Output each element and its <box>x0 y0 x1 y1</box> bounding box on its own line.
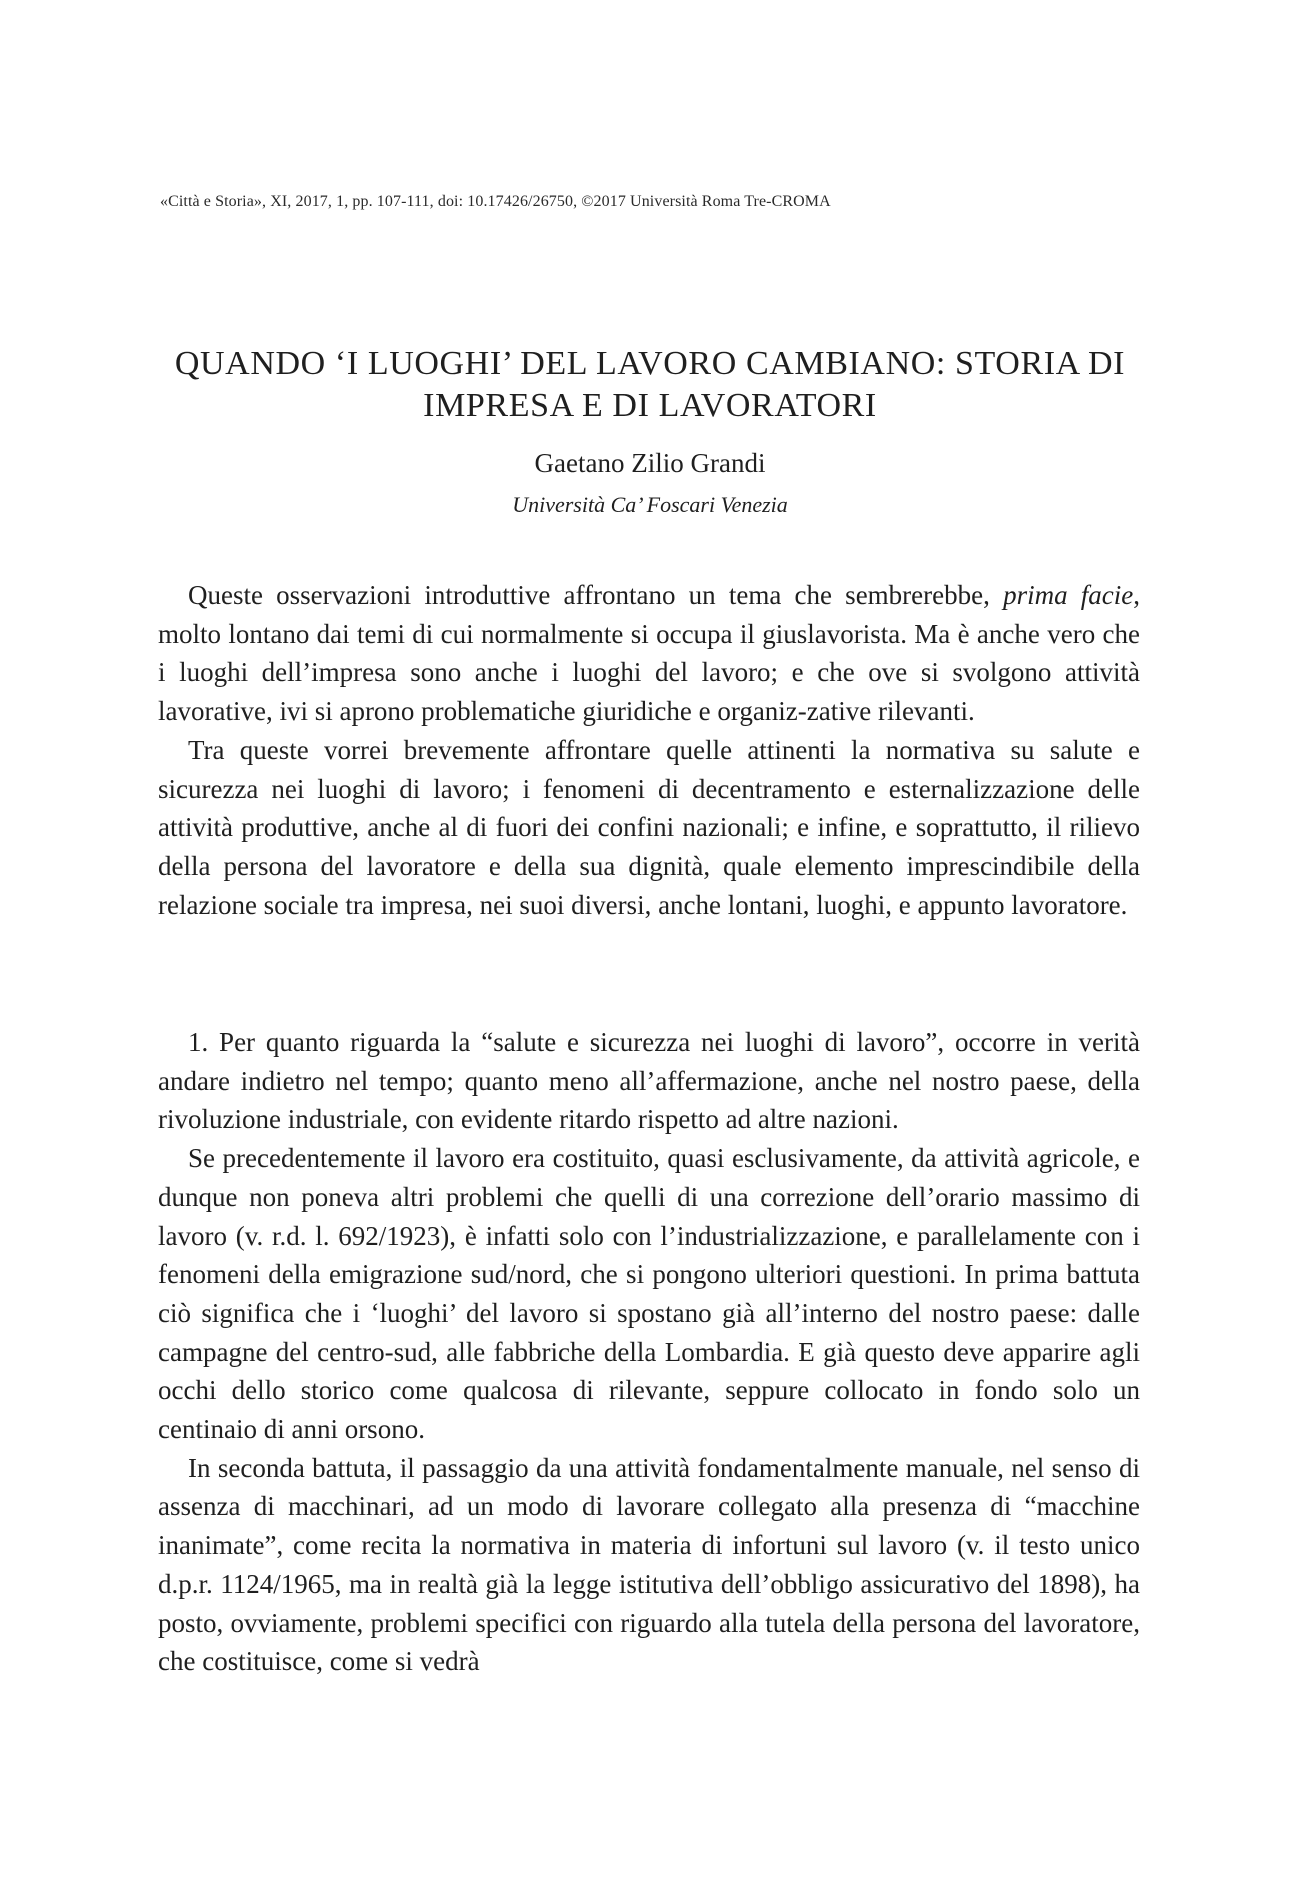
intro-section <box>158 576 1140 924</box>
author-name: Gaetano Zilio Grandi <box>534 448 766 478</box>
author-affiliation: Università Ca’ Foscari Venezia <box>512 492 788 517</box>
title-line-2: IMPRESA E DI LAVORATORI <box>423 387 877 424</box>
citation-header: «Città e Storia», XI, 2017, 1, pp. 107-111, doi: 10.17426/26750, ©2017 Università Roma Tre-CROMA <box>160 193 831 210</box>
section-1-paragraph-3: In seconda battuta, il passaggio da una attività fondamentalmente manuale, nel senso di assenza di macchinari, ad un modo di lavorare collegato alla presenza di “macchine inanimate”, come recita la normativa in materia di infortuni sul lavoro (v. il testo unico d.p.r. 1124/1965, ma in realtà già la legge istitutiva dell’obbligo assicurativo del 1898), ha posto, ovviamente, problemi specifici con riguardo alla tutela della persona del lavoratore, che costituisce, come si vedrà <box>158 1452 1140 1677</box>
section-1-paragraph-1: 1. Per quanto riguarda la “salute e sicurezza nei luoghi di lavoro”, occorre in verità andare indietro nel tempo; quanto meno all’affermazione, anche nel nostro paese, della rivoluzione industriale, con evidente ritardo rispetto ad altre nazioni. <box>158 1027 1140 1135</box>
article-title <box>140 343 1160 427</box>
section-1 <box>158 1023 1140 1681</box>
intro-paragraph-2: Tra queste vorrei brevemente affrontare quelle attinenti la normativa su salute e sicurezza nei luoghi di lavoro; i fenomeni di decentramento e esternalizzazione delle attività produttive, anche al di fuori dei confini nazionali; e infine, e soprattutto, il rilievo della persona del lavoratore e della sua dignità, quale elemento imprescindibile della relazione sociale tra impresa, nei suoi diversi, anche lontani, luoghi, e appunto lavoratore. <box>158 734 1140 920</box>
intro-p1-part2: , molto lontano dai temi di cui normalmente si occupa il giuslavorista. Ma è anche vero che i luoghi dell’impresa sono anche i luoghi del lavoro; e che ove si svolgono attività lavorative, ivi si aprono problematiche giuridiche e organiz-zative rilevanti. <box>158 580 1140 727</box>
section-1-paragraph-2: Se precedentemente il lavoro era costituito, quasi esclusivamente, da attività agricole, e dunque non poneva altri problemi che quelli di una correzione dell’orario massimo di lavoro (v. r.d. l. 692/1923), è infatti solo con l’industrializzazione, e parallelamente con i fenomeni della emigrazione sud/nord, che si pongono ulteriori questioni. In prima battuta ciò significa che i ‘luoghi’ del lavoro si spostano già all’interno del nostro paese: dalle campagne del centro-sud, alle fabbriche della Lombardia. E già questo deve apparire agli occhi dello storico come qualcosa di rilevante, seppure collocato in fondo solo un centinaio di anni orsono. <box>158 1143 1140 1445</box>
intro-p1-part1: Queste osservazioni introduttive affrontano un tema che sembrerebbe, <box>188 580 1004 610</box>
title-line-1: QUANDO ‘I LUOGHI’ DEL LAVORO CAMBIANO: STORIA DI <box>174 345 1126 382</box>
intro-p1-italic: prima facie <box>1003 580 1134 610</box>
intro-paragraph-1 <box>158 576 1140 731</box>
